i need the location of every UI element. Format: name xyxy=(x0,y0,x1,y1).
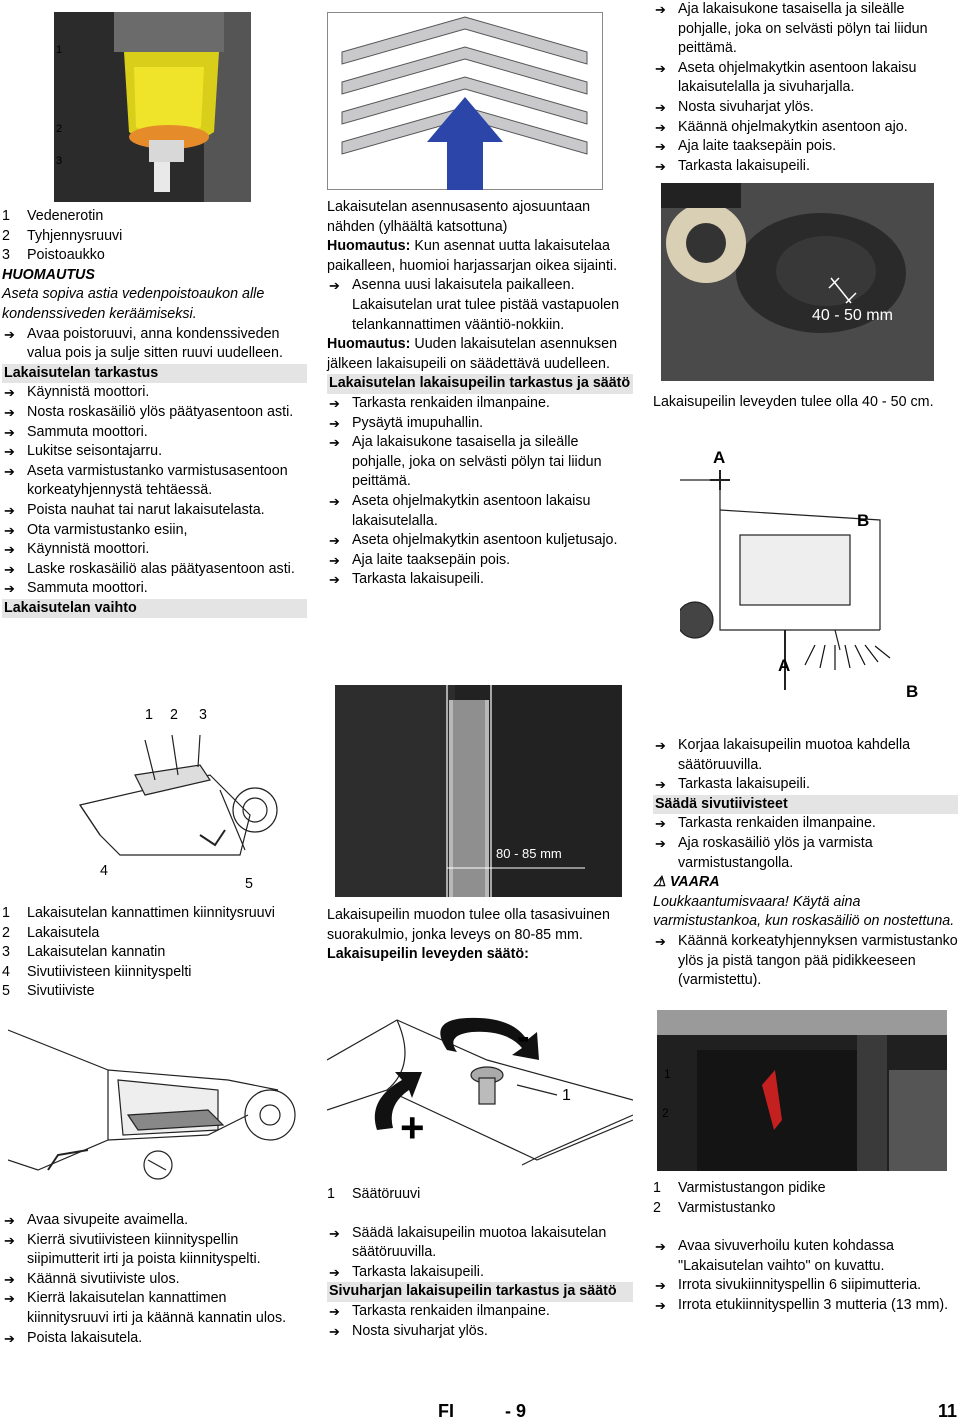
legend-item: 3 Poistoaukko xyxy=(2,247,105,264)
section-heading-check: Lakaisutelan tarkastus xyxy=(2,364,307,384)
fig-label-B-top: B xyxy=(857,511,870,530)
step: ➔ Aja roskasäiliö ylös ja varmista varmistustangolla. xyxy=(653,834,958,873)
note-label: Huomautus: xyxy=(327,336,411,353)
step: ➔ Tarkasta lakaisupeili. xyxy=(327,570,633,590)
warning-icon: ⚠ xyxy=(653,874,666,891)
step: ➔ Irrota sivukiinnityspellin 6 siipimutteria. xyxy=(653,1276,958,1296)
water-separator-photo xyxy=(54,12,251,202)
mirror-caption: Lakaisupeilin muodon tulee olla tasasivuinen suorakulmio, jonka leveys on 80-85 mm. xyxy=(327,907,610,943)
step: ➔ Avaa poistoruuvi, anna kondenssiveden valua pois ja sulje sitten ruuvi uudelleen. xyxy=(2,325,307,364)
step: ➔ Poista nauhat tai narut lakaisutelasta. xyxy=(2,501,307,521)
step: ➔ Käynnistä moottori. xyxy=(2,383,307,403)
fig2-label-5: 5 xyxy=(245,876,253,892)
photo-label-2: 2 xyxy=(662,1106,669,1120)
footer-page-number: 11 xyxy=(938,1401,958,1421)
fig1-label-2: 2 xyxy=(56,123,63,135)
legend-item: 2 Varmistustanko xyxy=(653,1199,776,1216)
fig1-label-1: 1 xyxy=(56,44,63,56)
note-text: Uuden lakaisutelan asennuksen jälkeen lakaisupeili on säädettävä uudelleen. xyxy=(327,336,618,372)
fig2-label-3: 3 xyxy=(199,707,207,723)
section-heading-seals: Säädä sivutiivisteet xyxy=(653,795,958,815)
danger-title: VAARA xyxy=(669,874,720,891)
knob-label-1: 1 xyxy=(562,1087,571,1104)
fig-label-B-bottom: B xyxy=(906,682,919,701)
step: ➔ Aja lakaisukone tasaisella ja sileälle pohjalle, joka on selvästi pölyn tai liidun peittämä. xyxy=(327,433,633,492)
step: ➔ Aseta ohjelmakytkin asentoon lakaisu lakaisutelalla ja sivuharjalla. xyxy=(653,59,958,98)
step: ➔ Aja laite taaksepäin pois. xyxy=(327,551,633,571)
fig2-label-1: 1 xyxy=(145,707,153,723)
roller-orientation-diagram xyxy=(327,12,603,190)
step: ➔ Tarkasta lakaisupeili. xyxy=(653,775,958,795)
roller-legend xyxy=(2,904,307,1002)
step: ➔ Tarkasta lakaisupeili. xyxy=(327,1263,633,1283)
step: ➔ Käännä korkeatyhjennyksen varmistustanko ylös ja pistä tangon pää pidikkeeseen (varmistettu). xyxy=(653,932,958,991)
step: ➔ Nosta sivuharjat ylös. xyxy=(327,1322,633,1342)
knob-plus: + xyxy=(400,1104,425,1151)
step: ➔ Tarkasta lakaisupeili. xyxy=(653,157,958,177)
note-2 xyxy=(327,335,633,374)
legend-item: 2 Lakaisutela xyxy=(2,924,100,941)
step: ➔ Aja laite taaksepäin pois. xyxy=(653,137,958,157)
fig1-label-3: 3 xyxy=(56,155,63,167)
step: ➔ Avaa sivupeite avaimella. xyxy=(2,1211,307,1231)
section-heading-side-brush: Sivuharjan lakaisupeilin tarkastus ja säätö xyxy=(327,1282,633,1302)
column-3-top xyxy=(653,0,958,176)
legend-item: 4 Sivutiivisteen kiinnityspelti xyxy=(2,963,192,980)
safety-rod-photo xyxy=(657,1010,947,1171)
step: ➔ Pysäytä imupuhallin. xyxy=(327,414,633,434)
section-heading-mirror: Lakaisutelan lakaisupeilin tarkastus ja säätö xyxy=(327,374,633,394)
spacer xyxy=(327,1205,633,1224)
notice-title: HUOMAUTUS xyxy=(2,266,95,283)
legend-item: 5 Sivutiiviste xyxy=(2,983,95,1000)
danger-heading xyxy=(653,873,958,893)
photo-label-1: 1 xyxy=(664,1067,671,1081)
step: ➔ Tarkasta renkaiden ilmanpaine. xyxy=(653,814,958,834)
side-mirror-caption-block xyxy=(653,393,953,413)
fig2-label-2: 2 xyxy=(170,707,178,723)
legend-item: 3 Lakaisutelan kannatin xyxy=(2,944,166,961)
step: ➔ Aja lakaisukone tasaisella ja sileälle pohjalle, joka on selvästi pölyn tai liidun peittämä. xyxy=(653,0,958,59)
spacer xyxy=(653,1218,958,1237)
column-3-mid xyxy=(653,736,958,991)
legend-item: 2 Tyhjennysruuvi xyxy=(2,227,123,244)
step: ➔ Poista lakaisutela. xyxy=(2,1329,307,1349)
step: ➔ Aseta ohjelmakytkin asentoon lakaisu lakaisutelalla. xyxy=(327,492,633,531)
notice-text: Aseta sopiva astia vedenpoistoaukon alle kondenssiveden keräämiseksi. xyxy=(2,286,265,322)
legend-item: 1 Varmistustangon pidike xyxy=(653,1180,826,1196)
step: ➔ Nosta roskasäiliö ylös päätyasentoon asti. xyxy=(2,403,307,423)
legend-item: 1 Säätöruuvi xyxy=(327,1186,421,1202)
knob-minus: - xyxy=(517,1016,530,1058)
side-brush-mirror-photo xyxy=(661,183,934,381)
step: ➔ Avaa sivuverhoilu kuten kohdassa "Lakaisutelan vaihto" on kuvattu. xyxy=(653,1237,958,1276)
step: ➔ Korjaa lakaisupeilin muotoa kahdella säätöruuvilla. xyxy=(653,736,958,775)
legend-item: 1 Lakaisutelan kannattimen kiinnitysruuvi xyxy=(2,905,275,921)
fig-label-A-top: A xyxy=(713,448,726,467)
note-text: Kun asennat uutta lakaisutelaa paikalleen, huomioi harjassarjan oikea sijainti. xyxy=(327,238,618,274)
step: ➔ Käännä sivutiiviste ulos. xyxy=(2,1270,307,1290)
step: ➔ Irrota etukiinnityspellin 3 mutteria (13 mm). xyxy=(653,1296,958,1316)
step: ➔ Tarkasta renkaiden ilmanpaine. xyxy=(327,394,633,414)
note-label: Huomautus: xyxy=(327,238,411,255)
step: ➔ Säädä lakaisupeilin muotoa lakaisutelan säätöruuvilla. xyxy=(327,1224,633,1263)
step: ➔ Laske roskasäiliö alas päätyasentoon asti. xyxy=(2,560,307,580)
step: ➔ Asenna uusi lakaisutela paikalleen. Lakaisutelan urat tulee pistää vastapuolen telankannattimen vääntiö-nokkiin. xyxy=(327,276,633,335)
fig2-label-4: 4 xyxy=(100,863,108,879)
side-mirror-caption: Lakaisupeilin leveyden tulee olla 40 - 50 cm. xyxy=(653,394,934,410)
step: ➔ Aseta varmistustanko varmistusasentoon korkeatyhjennystä tehtäessä. xyxy=(2,462,307,501)
step: ➔ Aseta ohjelmakytkin asentoon kuljetusajo. xyxy=(327,531,633,551)
column-2-bottom xyxy=(327,1185,633,1341)
step: ➔ Käynnistä moottori. xyxy=(2,540,307,560)
width-adjust-title: Lakaisupeilin leveyden säätö: xyxy=(327,946,529,963)
step: ➔ Kierrä sivutiivisteen kiinnityspellin siipimutterit irti ja poista kiinnityspelti. xyxy=(2,1231,307,1270)
measure-80-85: 80 - 85 mm xyxy=(496,846,562,861)
step: ➔ Lukitse seisontajarru. xyxy=(2,442,307,462)
adjusting-knob-drawing xyxy=(327,1000,633,1178)
step: ➔ Käännä ohjelmakytkin asentoon ajo. xyxy=(653,118,958,138)
note-1 xyxy=(327,237,633,276)
step: ➔ Nosta sivuharjat ylös. xyxy=(653,98,958,118)
danger-text: Loukkaantumisvaara! Käytä aina varmistustankoa, kun roskasäiliö on nostettuna. xyxy=(653,893,955,930)
step: ➔ Tarkasta renkaiden ilmanpaine. xyxy=(327,1302,633,1322)
side-brush-drawing xyxy=(680,450,910,695)
legend-item: 1 Vedenerotin xyxy=(2,208,104,224)
step: ➔ Ota varmistustanko esiin, xyxy=(2,521,307,541)
footer-page-ref: - 9 xyxy=(505,1401,527,1421)
side-cover-steps xyxy=(2,1211,307,1348)
measure-40-50: 40 - 50 mm xyxy=(812,307,893,324)
column-3-bottom xyxy=(653,1179,958,1316)
sweep-mirror-photo xyxy=(335,685,622,897)
section-heading-change: Lakaisutelan vaihto xyxy=(2,599,307,619)
step: ➔ Kierrä lakaisutelan kannattimen kiinnitysruuvi irti ja käännä kannatin ulos. xyxy=(2,1289,307,1328)
column-2-top xyxy=(327,198,633,590)
step: ➔ Sammuta moottori. xyxy=(2,423,307,443)
roller-change-drawing xyxy=(60,705,310,895)
side-cover-drawing xyxy=(8,1020,308,1200)
fig-label-A-bottom: A xyxy=(778,656,791,675)
step: ➔ Sammuta moottori. xyxy=(2,579,307,599)
footer-lang: FI xyxy=(438,1401,454,1421)
mirror-caption-block xyxy=(327,906,633,965)
column-1-top xyxy=(2,207,307,618)
orientation-caption: Lakaisutelan asennusasento ajosuuntaan nähden (ylhäältä katsottuna) xyxy=(327,199,591,235)
